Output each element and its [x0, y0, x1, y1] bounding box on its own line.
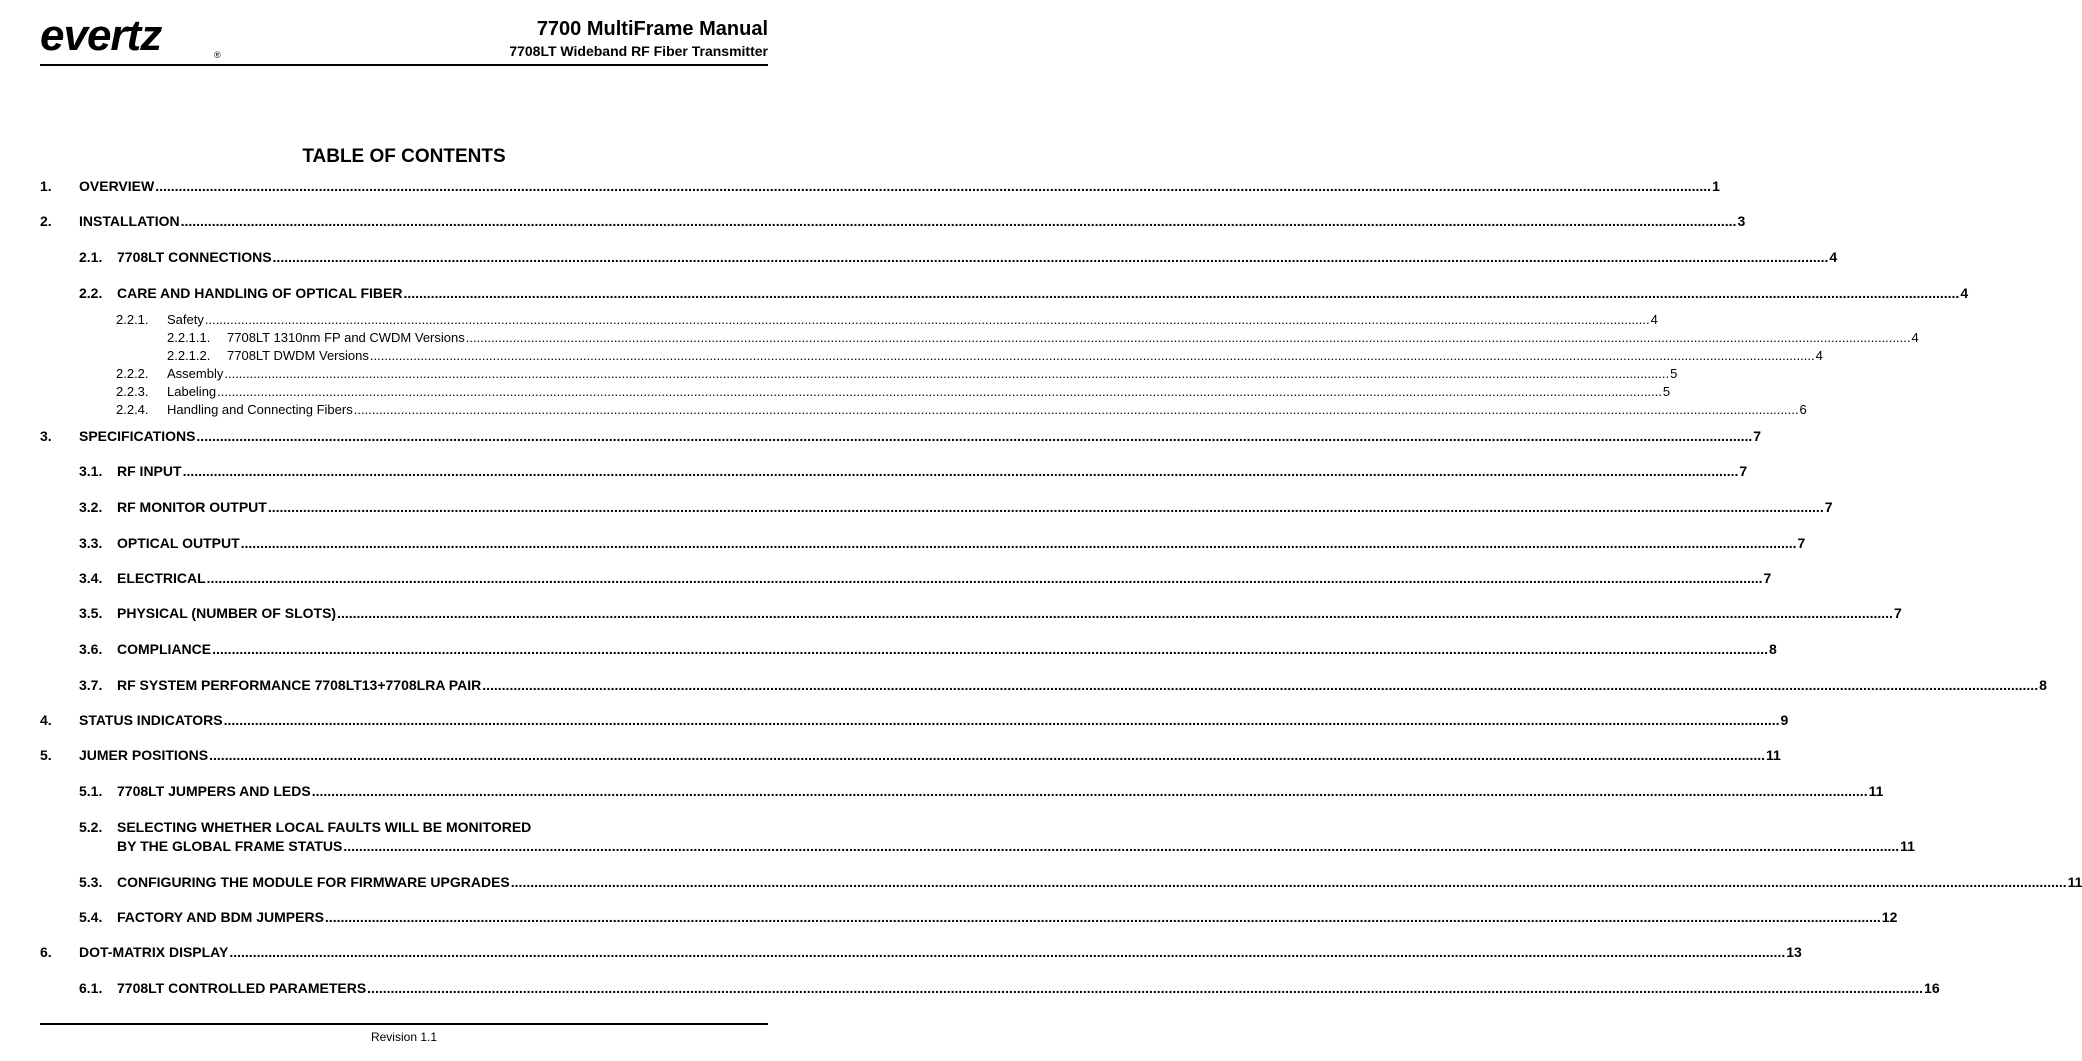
toc-entry-title: STATUS INDICATORS — [79, 712, 223, 728]
toc-leader-dots: ................................................................................................................................................................................................................................................................................................................................................................................................................ — [353, 402, 1799, 417]
toc-entry-title: FACTORY AND BDM JUMPERS — [117, 909, 324, 925]
toc-entry[interactable] — [79, 463, 1748, 479]
toc-leader-dots: ................................................................................................................................................................................................................................................................................................................................................................................................................ — [224, 366, 1670, 381]
toc-entry-number: 2.2.1.1. — [167, 330, 211, 345]
toc-leader-dots: ................................................................................................................................................................................................................................................................................................................................................................................................................ — [229, 944, 1786, 960]
toc-entry-page: 7 — [1739, 463, 1748, 479]
toc-title: TABLE OF CONTENTS — [302, 146, 506, 167]
toc-leader-dots: ................................................................................................................................................................................................................................................................................................................................................................................................................ — [343, 838, 1900, 854]
toc-entry-title: 7708LT CONNECTIONS — [117, 249, 272, 265]
toc-entry-page: 7 — [1753, 428, 1762, 444]
toc-entry-title: INSTALLATION — [79, 213, 180, 229]
toc-entry[interactable] — [79, 499, 1833, 515]
toc-entry-number: 3. — [40, 428, 52, 444]
toc-entry-title: Handling and Connecting Fibers — [167, 402, 353, 417]
toc-entry-title: BY THE GLOBAL FRAME STATUS — [117, 838, 343, 854]
toc-entry-page: 9 — [1780, 712, 1789, 728]
toc-entry-title: ELECTRICAL — [117, 570, 206, 586]
toc-leader-dots: ................................................................................................................................................................................................................................................................................................................................................................................................................ — [482, 677, 2039, 693]
toc-entry-number: 6. — [40, 944, 52, 960]
toc-leader-dots: ................................................................................................................................................................................................................................................................................................................................................................................................................ — [240, 535, 1797, 551]
toc-leader-dots: ................................................................................................................................................................................................................................................................................................................................................................................................................ — [510, 874, 2067, 890]
toc-entry-page: 8 — [1768, 641, 1777, 657]
toc-entry[interactable] — [116, 312, 1658, 327]
toc-entry-number: 3.7. — [79, 677, 103, 693]
toc-entry-number: 5.2. — [79, 819, 103, 835]
product-title: 7708LT Wideband RF Fiber Transmitter — [509, 43, 768, 59]
toc-entry-page: 16 — [1924, 980, 1940, 996]
toc-entry-title: 7708LT 1310nm FP and CWDM Versions — [227, 330, 465, 345]
toc-entry-title: Safety — [167, 312, 204, 327]
toc-leader-dots: ................................................................................................................................................................................................................................................................................................................................................................................................................ — [337, 605, 1893, 621]
toc-entry-page: 4 — [1829, 249, 1838, 265]
toc-entry[interactable] — [79, 605, 1902, 621]
toc-entry-number: 5.3. — [79, 874, 103, 890]
toc-entry-number: 3.6. — [79, 641, 103, 657]
toc-entry[interactable] — [40, 178, 1720, 194]
toc-entry-title: RF INPUT — [117, 463, 182, 479]
toc-entry-number: 2.2.1. — [116, 312, 149, 327]
toc-entry-title: RF MONITOR OUTPUT — [117, 499, 267, 515]
toc-leader-dots: ................................................................................................................................................................................................................................................................................................................................................................................................................ — [155, 178, 1712, 194]
toc-entry[interactable] — [79, 980, 1940, 996]
toc-entry-number: 2.1. — [79, 249, 103, 265]
registered-mark: ® — [214, 50, 221, 60]
toc-entry[interactable] — [79, 783, 1884, 799]
toc-entry[interactable] — [117, 838, 1915, 854]
toc-entry-title: Labeling — [167, 384, 217, 399]
toc-entry-page: 11 — [1868, 783, 1884, 799]
toc-leader-dots: ................................................................................................................................................................................................................................................................................................................................................................................................................ — [204, 312, 1650, 327]
toc-leader-dots: ................................................................................................................................................................................................................................................................................................................................................................................................................ — [180, 213, 1737, 229]
toc-entry-page: 11 — [1900, 838, 1915, 854]
toc-entry-page: 3 — [1737, 213, 1746, 229]
toc-entry-title: OVERVIEW — [79, 178, 155, 194]
toc-leader-dots: ................................................................................................................................................................................................................................................................................................................................................................................................................ — [217, 384, 1662, 399]
toc-entry-title-line1: SELECTING WHETHER LOCAL FAULTS WILL BE MONITORED — [117, 819, 532, 835]
toc-entry-page: 4 — [1650, 312, 1658, 327]
toc-entry-title: 7708LT JUMPERS AND LEDS — [117, 783, 311, 799]
toc-entry-number: 5.4. — [79, 909, 103, 925]
toc-entry-page: 11 — [1766, 747, 1781, 763]
toc-entry-page: 13 — [1786, 944, 1802, 960]
toc-entry-page: 4 — [1911, 330, 1919, 345]
toc-entry-title: PHYSICAL (NUMBER OF SLOTS) — [117, 605, 337, 621]
toc-entry[interactable] — [40, 747, 1781, 763]
header-rule — [40, 64, 768, 66]
toc-entry-page: 7 — [1797, 535, 1806, 551]
toc-entry-title: CARE AND HANDLING OF OPTICAL FIBER — [117, 285, 403, 301]
toc-entry-number: 3.5. — [79, 605, 103, 621]
toc-leader-dots: ................................................................................................................................................................................................................................................................................................................................................................................................................ — [223, 712, 1780, 728]
evertz-logo: evertz — [40, 11, 162, 60]
toc-entry[interactable] — [116, 402, 1807, 417]
toc-entry-number: 3.2. — [79, 499, 103, 515]
toc-leader-dots: ................................................................................................................................................................................................................................................................................................................................................................................................................ — [212, 641, 1768, 657]
toc-entry[interactable] — [79, 874, 2082, 890]
toc-entry-title: DOT-MATRIX DISPLAY — [79, 944, 229, 960]
toc-entry[interactable] — [79, 641, 1777, 657]
toc-leader-dots: ................................................................................................................................................................................................................................................................................................................................................................................................................ — [182, 463, 1739, 479]
toc-entry-title: 7708LT CONTROLLED PARAMETERS — [117, 980, 367, 996]
toc-entry-number: 5.1. — [79, 783, 103, 799]
toc-entry[interactable] — [40, 712, 1789, 728]
toc-entry[interactable] — [79, 677, 2047, 693]
toc-entry-number: 3.1. — [79, 463, 103, 479]
toc-entry-number: 1. — [40, 178, 52, 194]
toc-entry-page: 7 — [1893, 605, 1902, 621]
toc-entry[interactable] — [40, 213, 1746, 229]
toc-entry[interactable] — [116, 384, 1671, 399]
toc-entry-title: JUMER POSITIONS — [79, 747, 209, 763]
toc-entry-number: 4. — [40, 712, 52, 728]
toc-entry-page: 4 — [1960, 285, 1969, 301]
toc-entry[interactable] — [40, 944, 1802, 960]
toc-entry-title: SPECIFICATIONS — [79, 428, 196, 444]
toc-entry-number: 2.2.4. — [116, 402, 149, 417]
toc-entry[interactable] — [79, 285, 1969, 301]
toc-entry[interactable] — [40, 428, 1762, 444]
toc-entry-multiline-heading — [79, 819, 764, 835]
toc-leader-dots: ................................................................................................................................................................................................................................................................................................................................................................................................................ — [272, 249, 1829, 265]
toc-entry-title: CONFIGURING THE MODULE FOR FIRMWARE UPGRADES — [117, 874, 510, 890]
toc-leader-dots: ................................................................................................................................................................................................................................................................................................................................................................................................................ — [367, 980, 1924, 996]
toc-entry-number: 5. — [40, 747, 52, 763]
toc-entry[interactable] — [116, 366, 1678, 381]
toc-leader-dots: ................................................................................................................................................................................................................................................................................................................................................................................................................ — [311, 783, 1868, 799]
toc-entry-number: 2.2.3. — [116, 384, 149, 399]
toc-entry-number: 2. — [40, 213, 52, 229]
toc-entry-number: 3.4. — [79, 570, 103, 586]
toc-entry-page: 7 — [1763, 570, 1772, 586]
toc-leader-dots: ................................................................................................................................................................................................................................................................................................................................................................................................................ — [209, 747, 1765, 763]
toc-entry[interactable] — [79, 570, 1772, 586]
toc-entry-title: 7708LT DWDM Versions — [227, 348, 369, 363]
toc-entry-page: 1 — [1712, 178, 1720, 194]
toc-entry[interactable] — [167, 330, 1919, 345]
revision-footer: Revision 1.1 — [370, 1030, 438, 1044]
toc-entry[interactable] — [79, 909, 1898, 925]
toc-leader-dots: ................................................................................................................................................................................................................................................................................................................................................................................................................ — [403, 285, 1960, 301]
toc-entry-number: 6.1. — [79, 980, 103, 996]
toc-entry-page: 11 — [2067, 874, 2082, 890]
toc-entry-page: 12 — [1881, 909, 1898, 925]
manual-title: 7700 MultiFrame Manual — [536, 18, 768, 40]
toc-entry-title: Assembly — [167, 366, 224, 381]
toc-entry-number: 3.3. — [79, 535, 103, 551]
toc-entry-page: 8 — [2039, 677, 2047, 693]
toc-entry-title: COMPLIANCE — [117, 641, 212, 657]
toc-entry-page: 4 — [1815, 348, 1823, 363]
toc-entry-title: RF SYSTEM PERFORMANCE 7708LT13+7708LRA PAIR — [117, 677, 482, 693]
footer-rule — [40, 1023, 768, 1025]
toc-entry-number: 2.2. — [79, 285, 103, 301]
toc-entry-number: 2.2.2. — [116, 366, 149, 381]
toc-entry-page: 5 — [1670, 366, 1678, 381]
toc-entry[interactable] — [79, 535, 1806, 551]
toc-entry-title: OPTICAL OUTPUT — [117, 535, 240, 551]
toc-leader-dots: ................................................................................................................................................................................................................................................................................................................................................................................................................ — [465, 330, 1911, 345]
toc-leader-dots: ................................................................................................................................................................................................................................................................................................................................................................................................................ — [369, 348, 1815, 363]
toc-entry-page: 5 — [1662, 384, 1671, 399]
toc-leader-dots: ................................................................................................................................................................................................................................................................................................................................................................................................................ — [324, 909, 1881, 925]
toc-entry-page: 7 — [1824, 499, 1833, 515]
toc-leader-dots: ................................................................................................................................................................................................................................................................................................................................................................................................................ — [206, 570, 1763, 586]
toc-leader-dots: ................................................................................................................................................................................................................................................................................................................................................................................................................ — [267, 499, 1824, 515]
toc-entry[interactable] — [167, 348, 1823, 363]
toc-entry[interactable] — [79, 249, 1838, 265]
toc-entry-page: 6 — [1799, 402, 1807, 417]
toc-entry-number: 2.2.1.2. — [167, 348, 211, 363]
toc-leader-dots: ................................................................................................................................................................................................................................................................................................................................................................................................................ — [196, 428, 1753, 444]
